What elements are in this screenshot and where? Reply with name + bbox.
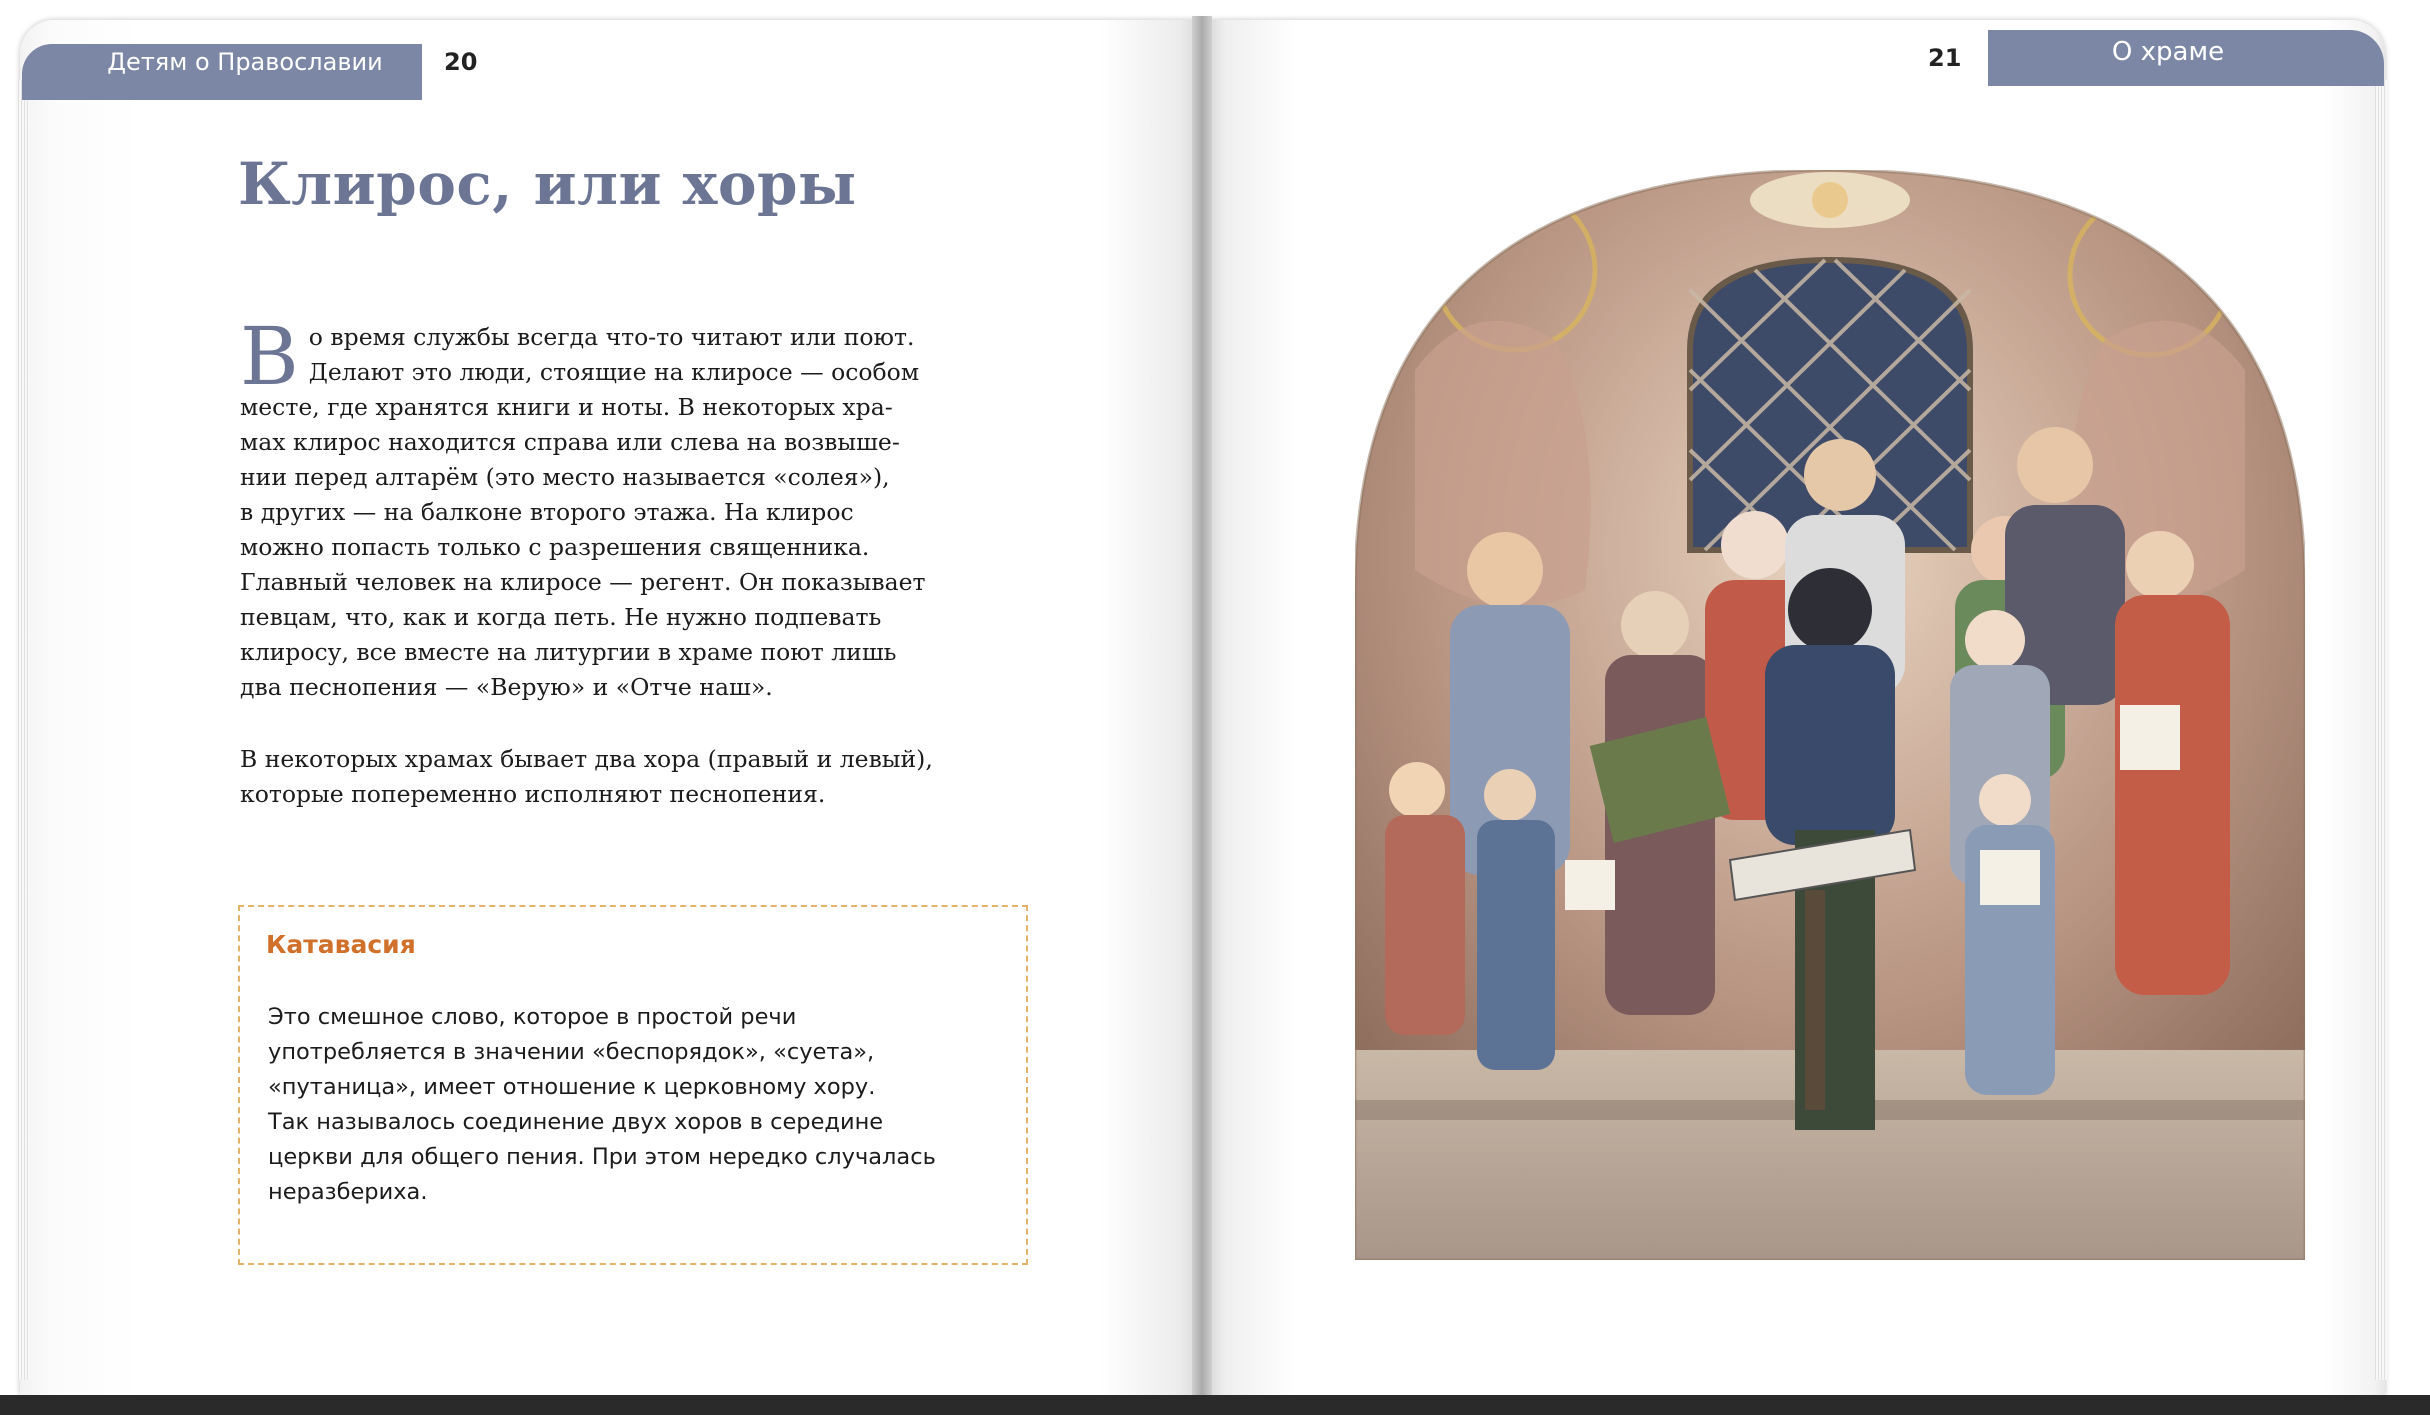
right-header-title: О храме: [2111, 37, 2225, 67]
bottom-edge: [0, 1395, 2430, 1415]
drop-cap: В: [240, 310, 299, 403]
page-title: Клирос, или хоры: [238, 150, 857, 218]
paragraph-1-text: о время службы всегда что-то читают или поют. Делают это люди, стоящие на клиросе — особом месте, где хранятся книги и ноты. В некоторых хра- мах клирос находится справа или слева на возвыше- нии перед алтарём (это место называется «солея»), в других — на балконе второго этажа. На клирос можно попасть только с разрешения священника.: [240, 323, 920, 561]
right-page-number: 21: [1928, 44, 1962, 72]
note-title: Катавасия: [266, 930, 416, 959]
cherub-head: [1812, 182, 1848, 218]
paragraph-3: В некоторых храмах бывает два хора (правый и левый), которые попеременно исполняют песнопения.: [240, 745, 933, 808]
book-gutter: [1192, 16, 1212, 1399]
note-text: Это смешное слово, которое в простой речи употребляется в значении «беспорядок», «суета», «путаница», имеет отношение к церковному хору. Так называлось соединение двух хоров в середине церкви для общего пения. При этом нередко случалась неразбериха.: [268, 1004, 936, 1205]
left-page-edges: [18, 80, 30, 1380]
left-page-number: 20: [444, 48, 478, 76]
choir-illustration: [1355, 170, 2305, 1260]
paragraph-1: [240, 285, 1040, 600]
paragraph-2: Главный человек на клиросе — регент. Он показывает певцам, что, как и когда петь. Не нужно подпевать клиросу, все вместе на литургии в храме поют лишь два песнопения — «Верую» и «Отче наш».: [240, 568, 926, 701]
right-page-edges: [2375, 80, 2387, 1380]
left-header-title: Детям о Православии: [107, 48, 383, 76]
